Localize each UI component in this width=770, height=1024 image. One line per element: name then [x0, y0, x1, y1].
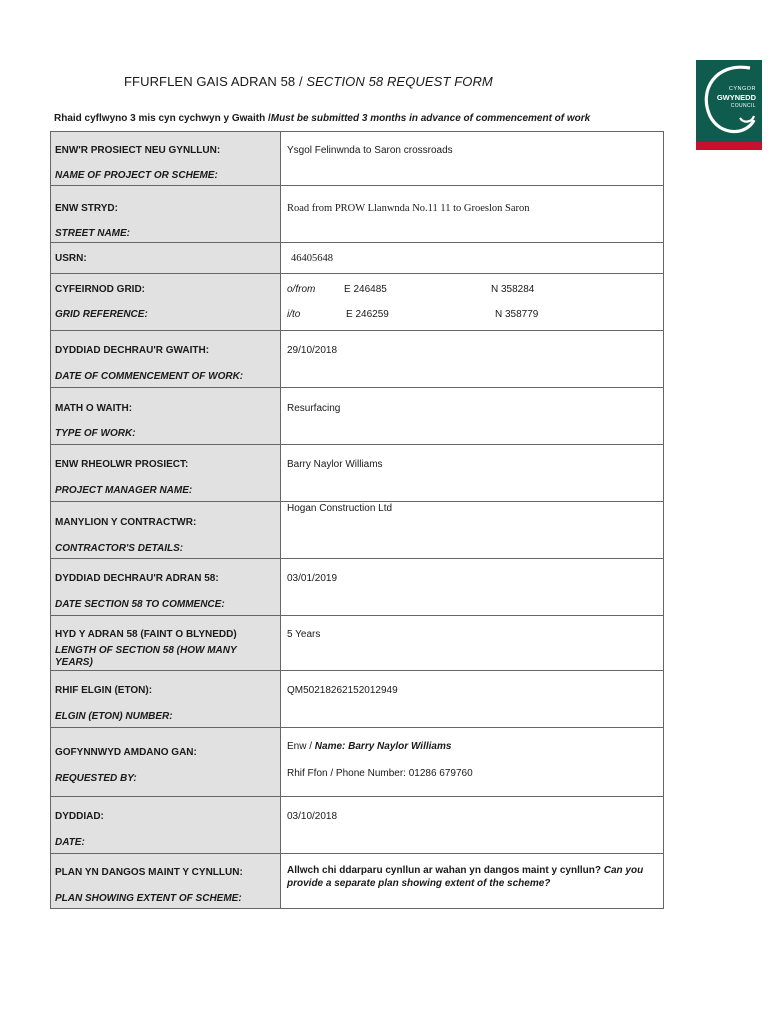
title-english: SECTION 58 REQUEST FORM — [306, 74, 493, 89]
grid-to-label: i/to — [287, 309, 301, 320]
label-contractor-english: CONTRACTOR'S DETAILS: — [55, 543, 184, 554]
label-manager-english: PROJECT MANAGER NAME: — [55, 485, 193, 496]
label-contractor-welsh: MANYLION Y CONTRACTWR: — [55, 517, 197, 528]
request-form-table — [50, 131, 664, 909]
row-usrn — [51, 243, 664, 274]
project-manager-value[interactable]: Barry Naylor Williams — [287, 459, 383, 470]
label-cell — [51, 132, 281, 186]
label-requested-english: REQUESTED BY: — [55, 773, 137, 784]
label-cell — [51, 388, 281, 445]
row-section58-start — [51, 559, 664, 616]
label-work-type-english: TYPE OF WORK: — [55, 428, 136, 439]
usrn-value[interactable]: 46405648 — [291, 253, 333, 264]
label-usrn: USRN: — [55, 253, 87, 264]
plan-value[interactable] — [287, 864, 659, 890]
label-date-english: DATE: — [55, 837, 85, 848]
label-manager-welsh: ENW RHEOLWR PROSIECT: — [55, 459, 189, 470]
row-contractor — [51, 502, 664, 559]
row-street — [51, 186, 664, 243]
value-cell — [281, 728, 664, 797]
label-s58-length-welsh: HYD Y ADRAN 58 (FAINT O BLYNEDD) — [55, 629, 237, 640]
label-s58-start-welsh: DYDDIAD DECHRAU'R ADRAN 58: — [55, 573, 219, 584]
work-type-value[interactable]: Resurfacing — [287, 403, 341, 414]
value-cell — [281, 274, 664, 331]
value-cell — [281, 243, 664, 274]
section58-length-value[interactable]: 5 Years — [287, 629, 321, 640]
label-cell — [51, 728, 281, 797]
label-cell — [51, 274, 281, 331]
label-grid-english: GRID REFERENCE: — [55, 309, 148, 320]
row-grid-reference — [51, 274, 664, 331]
label-requested-welsh: GOFYNNWYD AMDANO GAN: — [55, 747, 197, 758]
label-street-welsh: ENW STRYD: — [55, 203, 118, 214]
value-cell — [281, 616, 664, 671]
requested-phone[interactable]: Rhif Ffon / Phone Number: 01286 679760 — [287, 768, 473, 779]
value-cell — [281, 331, 664, 388]
elgin-number-value[interactable]: QM50218262152012949 — [287, 685, 398, 696]
request-date-value[interactable]: 03/10/2018 — [287, 811, 338, 822]
row-plan — [51, 854, 664, 909]
value-cell — [281, 854, 664, 909]
value-cell — [281, 559, 664, 616]
value-cell — [281, 797, 664, 854]
street-name-value[interactable]: Road from PROW Llanwnda No.11 11 to Groeslon Saron — [287, 203, 530, 214]
label-grid-welsh: CYFEIRNOD GRID: — [55, 284, 145, 295]
label-date-welsh: DYDDIAD: — [55, 811, 104, 822]
label-commencement-english: DATE OF COMMENCEMENT OF WORK: — [55, 371, 244, 382]
commencement-date-value[interactable]: 29/10/2018 — [287, 345, 338, 356]
label-project-welsh: ENW'R PROSIECT NEU GYNLLUN: — [55, 145, 221, 156]
label-cell — [51, 243, 281, 274]
label-s58-length-english: LENGTH OF SECTION 58 (HOW MANY YEARS) — [55, 645, 237, 668]
value-cell — [281, 445, 664, 502]
requested-name-prefix: Enw / — [287, 741, 315, 752]
plan-value-welsh: Allwch chi ddarparu cynllun ar wahan yn dangos maint y cynllun? — [287, 865, 604, 876]
row-project — [51, 132, 664, 186]
logo-text-gwynedd: GWYNEDD — [716, 93, 756, 102]
row-section58-length — [51, 616, 664, 671]
value-cell — [281, 186, 664, 243]
title-welsh: FFURFLEN GAIS ADRAN 58 / — [124, 74, 307, 89]
value-cell — [281, 132, 664, 186]
label-cell — [51, 671, 281, 728]
label-cell — [51, 186, 281, 243]
contractor-value[interactable]: Hogan Construction Ltd — [287, 503, 393, 514]
subtitle-english: Must be submitted 3 months in advance of commencement of work — [270, 113, 591, 124]
label-project-english: NAME OF PROJECT OR SCHEME: — [55, 170, 218, 181]
value-cell — [281, 671, 664, 728]
project-name-value[interactable]: Ysgol Felinwnda to Saron crossroads — [287, 145, 453, 156]
row-project-manager — [51, 445, 664, 502]
section58-start-value[interactable]: 03/01/2019 — [287, 573, 338, 584]
value-cell — [281, 502, 664, 559]
logo-emblem — [696, 60, 762, 142]
grid-to-northing[interactable]: N 358779 — [495, 309, 539, 320]
grid-from-label: o/from — [287, 284, 316, 295]
label-s58-start-english: DATE SECTION 58 TO COMMENCE: — [55, 599, 225, 610]
grid-to-easting[interactable]: E 246259 — [346, 309, 389, 320]
grid-from-northing[interactable]: N 358284 — [491, 284, 535, 295]
row-date — [51, 797, 664, 854]
label-plan-english: PLAN SHOWING EXTENT OF SCHEME: — [55, 893, 242, 904]
requested-name-value: Name: Barry Naylor Williams — [314, 741, 452, 752]
grid-from-easting[interactable]: E 246485 — [344, 284, 387, 295]
value-cell — [281, 388, 664, 445]
row-elgin — [51, 671, 664, 728]
label-elgin-english: ELGIN (ETON) NUMBER: — [55, 711, 173, 722]
label-cell — [51, 331, 281, 388]
row-requested-by — [51, 728, 664, 797]
label-cell — [51, 854, 281, 909]
logo-text-cyngor: CYNGOR — [728, 86, 756, 92]
label-work-type-welsh: MATH O WAITH: — [55, 403, 133, 414]
label-cell — [51, 797, 281, 854]
label-cell — [51, 559, 281, 616]
form-title — [124, 74, 493, 89]
row-commencement — [51, 331, 664, 388]
label-cell — [51, 502, 281, 559]
label-cell — [51, 616, 281, 671]
form-subtitle — [54, 113, 590, 124]
label-cell — [51, 445, 281, 502]
label-commencement-welsh: DYDDIAD DECHRAU'R GWAITH: — [55, 345, 210, 356]
label-street-english: STREET NAME: — [55, 228, 130, 239]
requested-name[interactable] — [287, 741, 451, 752]
plan-value-english: Can you provide a separate plan showing extent of the scheme? — [287, 865, 644, 889]
subtitle-welsh: Rhaid cyflwyno 3 mis cyn cychwyn y Gwaith / — [54, 113, 271, 124]
gwynedd-council-logo — [696, 60, 762, 150]
row-work-type — [51, 388, 664, 445]
logo-text-council: COUNCIL — [730, 103, 756, 109]
label-plan-welsh: PLAN YN DANGOS MAINT Y CYNLLUN: — [55, 867, 243, 878]
logo-red-band — [696, 142, 762, 150]
label-elgin-welsh: RHIF ELGIN (ETON): — [55, 685, 153, 696]
